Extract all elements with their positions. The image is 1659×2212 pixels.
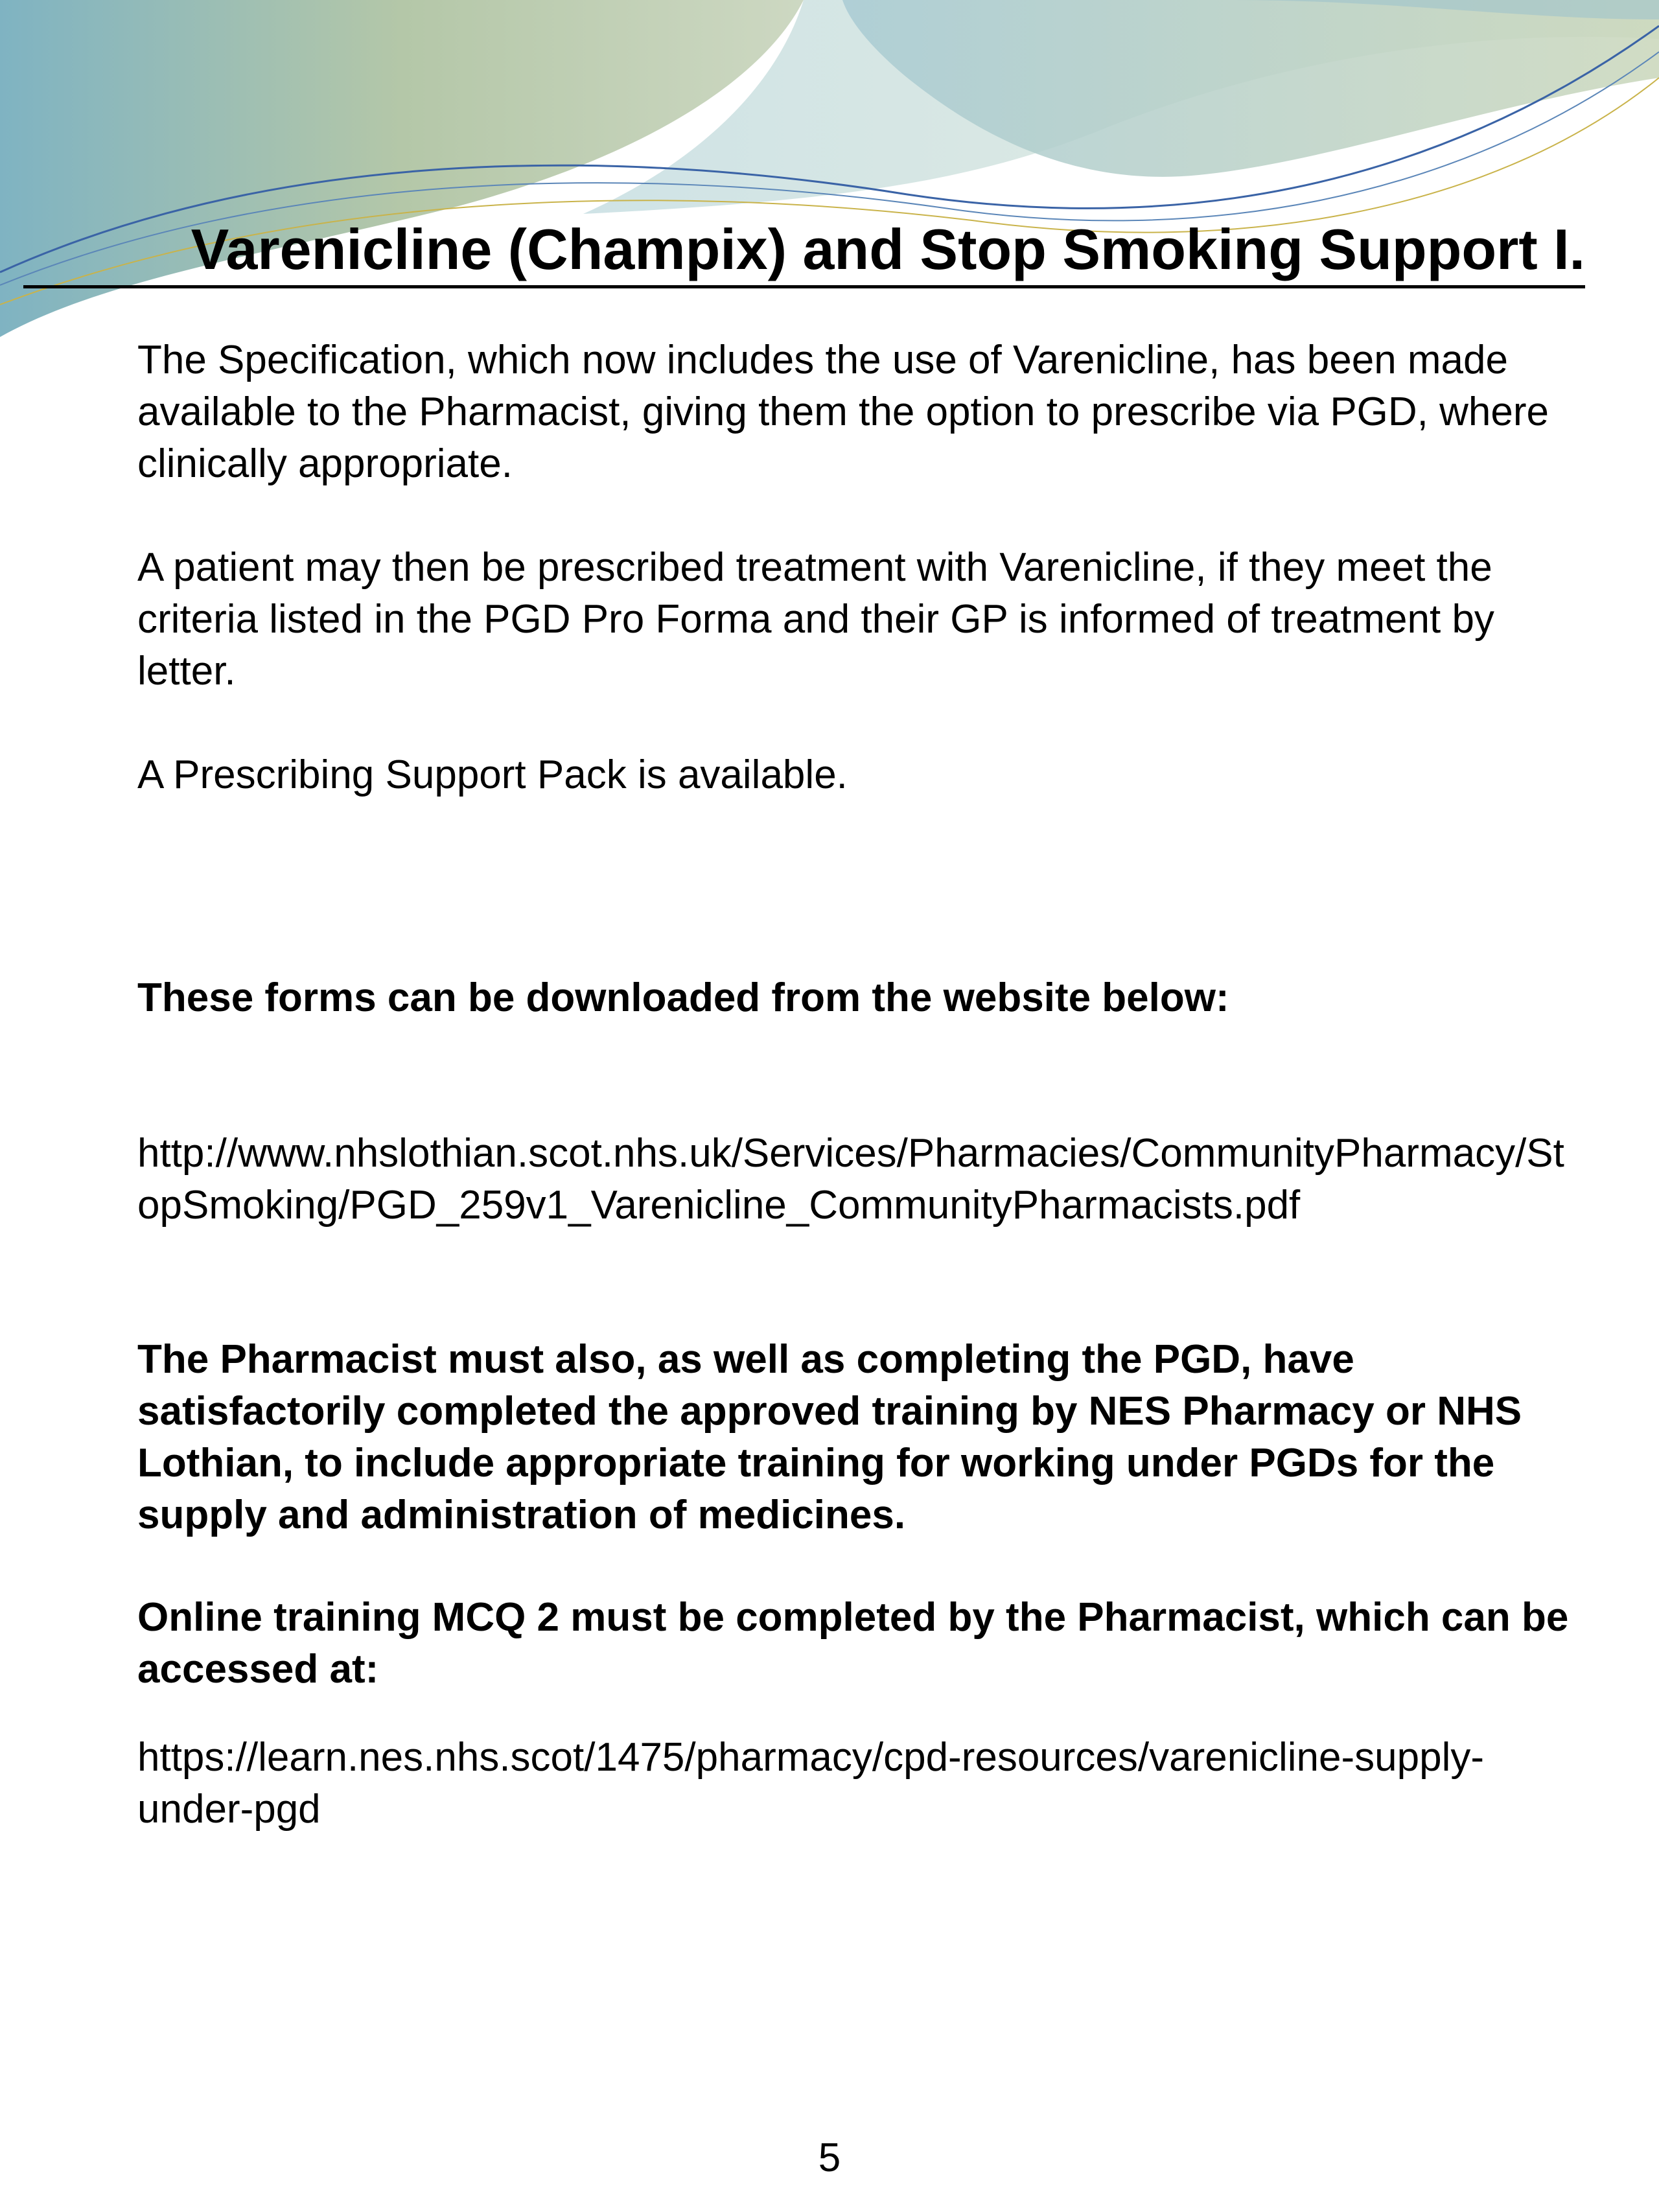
forms-heading: These forms can be downloaded from the website below: <box>137 975 1229 1020</box>
page-title: Varenicline (Champix) and Stop Smoking Support I. <box>23 214 1585 288</box>
header-wave-decoration <box>0 0 1659 363</box>
page-number: 5 <box>818 2136 841 2180</box>
support-pack-paragraph: A Prescribing Support Pack is available. <box>137 752 848 797</box>
mcq-heading: Online training MCQ 2 must be completed by the Pharmacist, which can be accessed at: <box>137 1595 1569 1692</box>
training-requirement-paragraph: The Pharmacist must also, as well as completing the PGD, have satisfactorily completed the approved training by NES Pharmacy or NHS Lothian, to include appropriate training for working under PGDs for the supply and administration of medicines. <box>137 1337 1522 1537</box>
forms-download-link[interactable]: http://www.nhslothian.scot.nhs.uk/Services/Pharmacies/CommunityPharmacy/StopSmoking/PGD_259v1_Varenicline_CommunityPharmacists.pdf <box>137 1131 1564 1228</box>
specification-paragraph: The Specification, which now includes the use of Varenicline, has been made available to the Pharmacist, giving them the option to prescribe via PGD, where clinically appropriate. <box>137 338 1549 486</box>
mcq-training-link[interactable]: https://learn.nes.nhs.scot/1475/pharmacy/cpd-resources/varenicline-supply-under-pgd <box>137 1735 1485 1832</box>
patient-paragraph: A patient may then be prescribed treatment with Varenicline, if they meet the criteria listed in the PGD Pro Forma and their GP is informed of treatment by letter. <box>137 545 1494 693</box>
